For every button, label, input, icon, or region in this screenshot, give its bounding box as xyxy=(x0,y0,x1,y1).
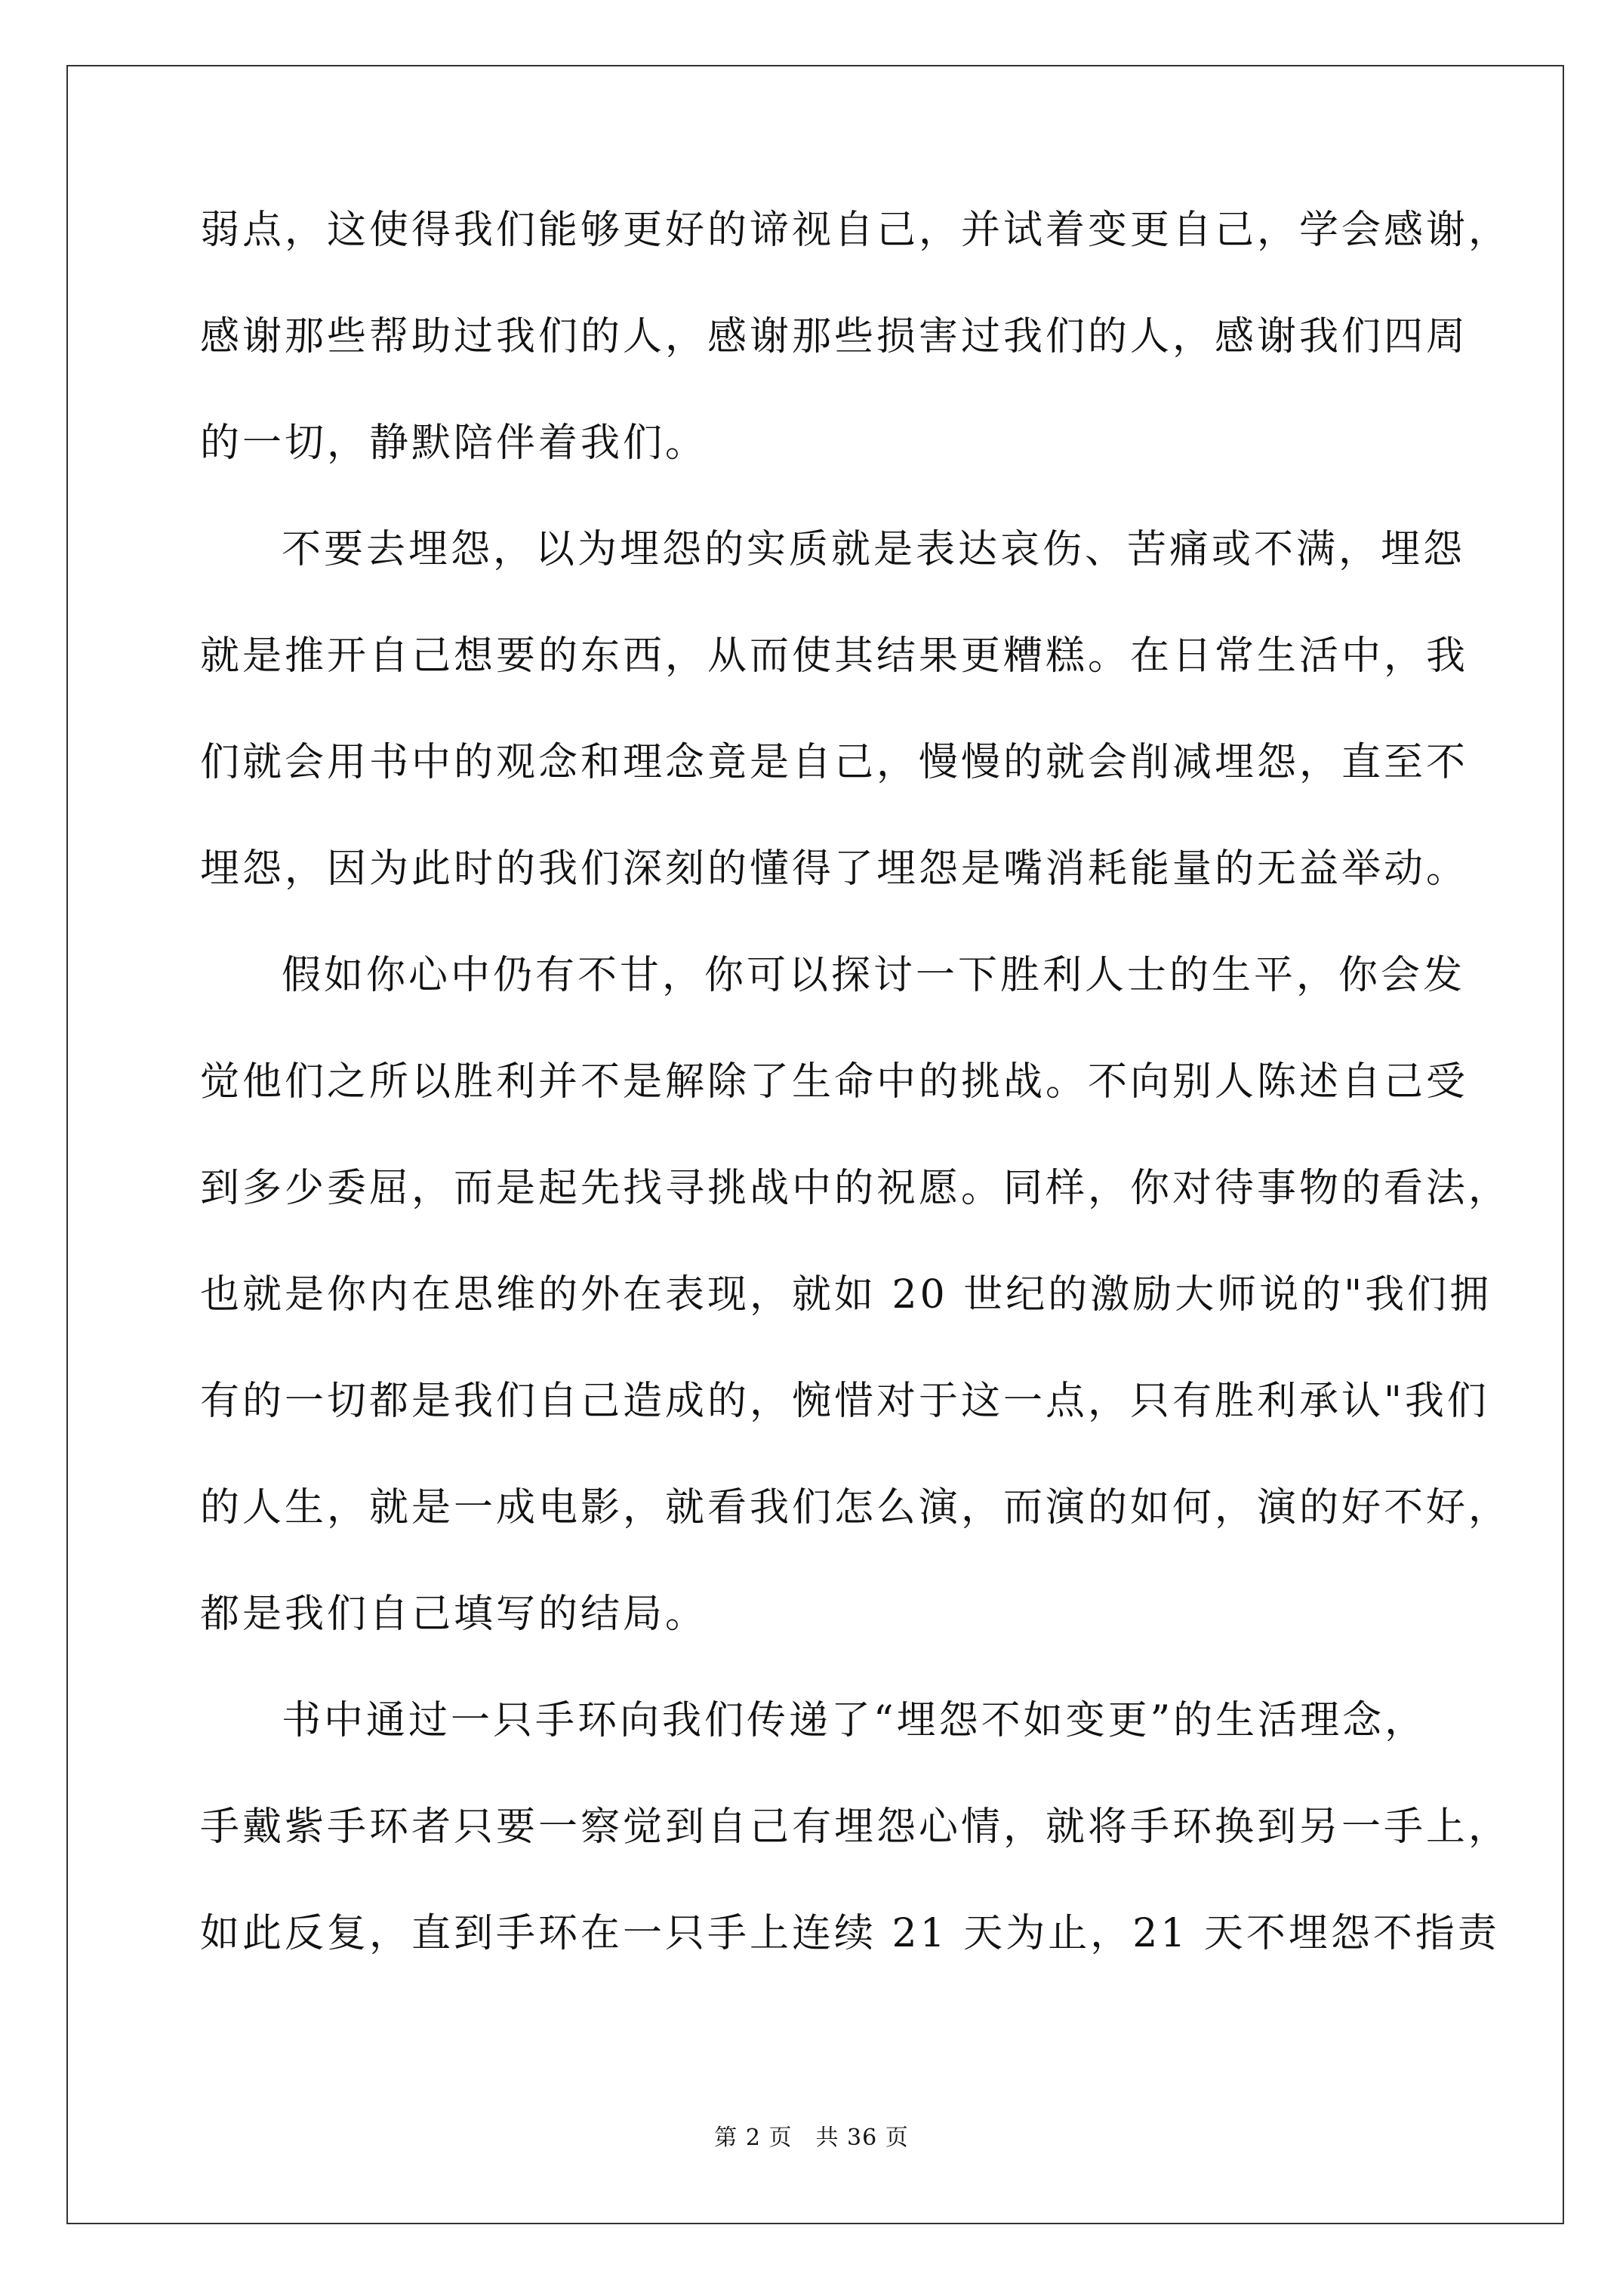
text-line: 弱点，这使得我们能够更好的谛视自己，并试着变更自己，学会感谢， xyxy=(200,208,1511,253)
text-line: 就是推开自己想要的东西，从而使其结果更糟糕。在日常生活中，我 xyxy=(200,633,1469,679)
text-line: 手戴紫手环者只要一察觉到自己有埋怨心情，就将手环换到另一手上， xyxy=(200,1804,1511,1850)
text-line: 埋怨，因为此时的我们深刻的懂得了埋怨是嘴消耗能量的无益举动。 xyxy=(200,846,1469,892)
page-number-footer: 第 2 页 共 36 页 xyxy=(714,2125,909,2151)
document-body xyxy=(200,208,1511,2017)
paragraph-start-line: 假如你心中仍有不甘，你可以探讨一下胜利人士的生平，你会发 xyxy=(282,953,1466,998)
paragraph-start-line: 书中通过一只手环向我们传递了“埋怨不如变更”的生活理念， xyxy=(282,1698,1427,1743)
paragraph-start-line: 不要去埋怨，以为埋怨的实质就是表达哀伤、苦痛或不满，埋怨 xyxy=(282,527,1466,572)
text-line: 感谢那些帮助过我们的人，感谢那些损害过我们的人，感谢我们四周 xyxy=(200,314,1469,359)
text-line: 的人生，就是一成电影，就看我们怎么演，而演的如何，演的好不好， xyxy=(200,1485,1511,1530)
text-line: 觉他们之所以胜利并不是解除了生命中的挑战。不向别人陈述自己受 xyxy=(200,1059,1469,1105)
text-line: 到多少委屈，而是起先找寻挑战中的祝愿。同样，你对待事物的看法， xyxy=(200,1166,1511,1211)
text-line: 们就会用书中的观念和理念竟是自己，慢慢的就会削减埋怨，直至不 xyxy=(200,740,1469,785)
text-line: 有的一切都是我们自己造成的，惋惜对于这一点，只有胜利承认"我们 xyxy=(200,1379,1489,1424)
text-line: 如此反复，直到手环在一只手上连续 21 天为止，21 天不埋怨不指责 xyxy=(200,1911,1500,1956)
text-line: 也就是你内在思维的外在表现，就如 20 世纪的激励大师说的"我们拥 xyxy=(200,1272,1492,1318)
text-line: 的一切，静默陪伴着我们。 xyxy=(200,421,708,466)
text-line: 都是我们自己填写的结局。 xyxy=(200,1592,708,1637)
